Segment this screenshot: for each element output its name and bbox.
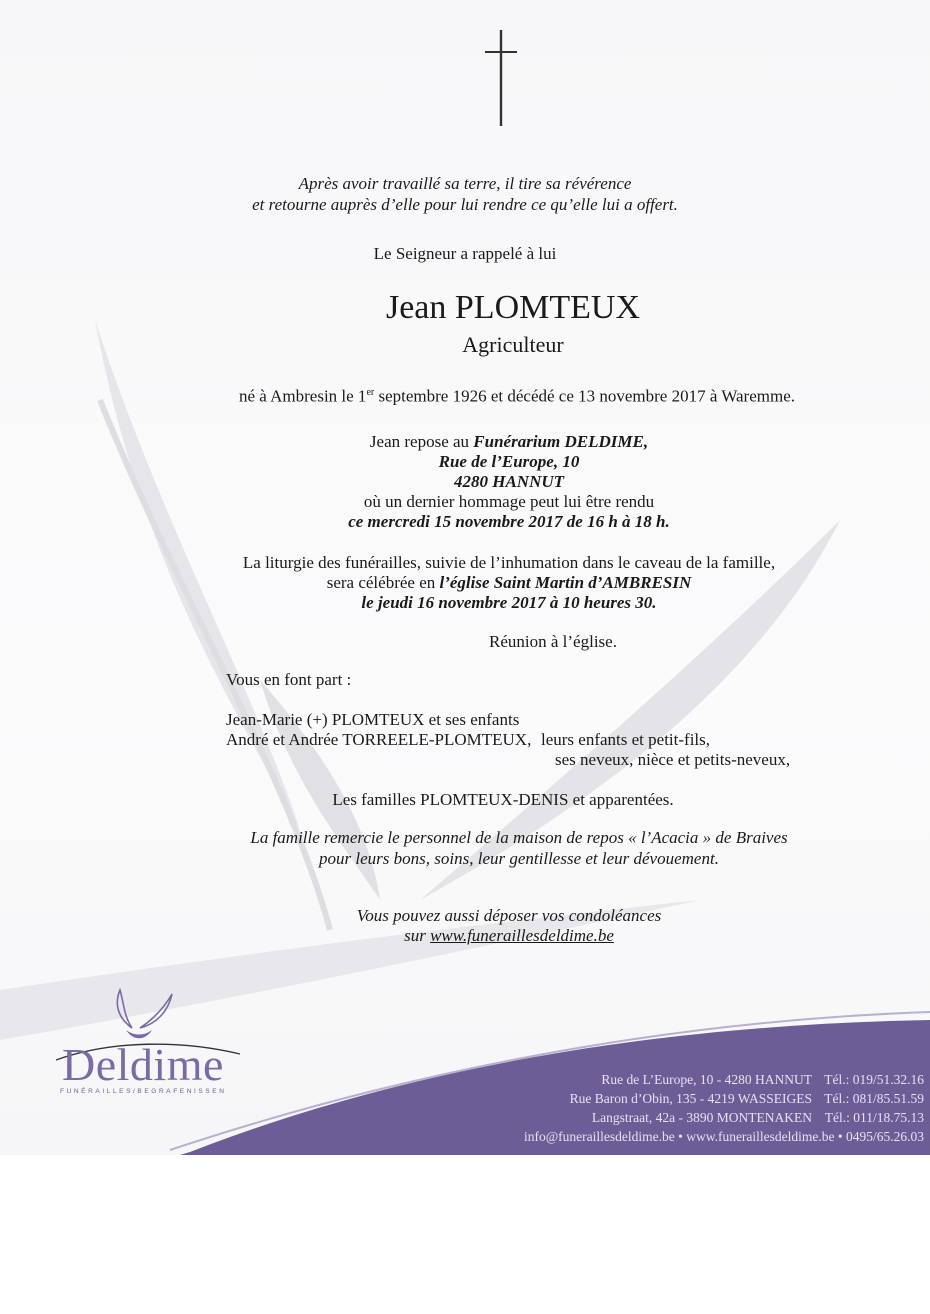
liturgy-prefix: sera célébrée en [326, 573, 440, 592]
family-line-4: Les familles PLOMTEUX-DENIS et apparentées. [332, 790, 674, 809]
footer-phone: Tél.: 011/18.75.13 [824, 1110, 924, 1125]
condolences-line-2 [44, 926, 930, 946]
liturgy-church: l’église Saint Martin d’AMBRESIN [439, 573, 692, 592]
footer-row-montenaken [404, 1108, 924, 1127]
birth-suffix: septembre 1926 et décédé ce 13 novembre 2017 à Waremme. [374, 386, 796, 406]
condolences-prefix: sur [404, 926, 431, 945]
footer-web-links[interactable]: info@funeraillesdeldime.be • www.funeraillesdeldime.be • 0495/65.26.03 [523, 1129, 924, 1144]
repose-street: Rue de l’Europe, 10 [438, 452, 580, 471]
repose-city: 4280 HANNUT [453, 472, 565, 491]
cross-icon [482, 28, 520, 128]
family-line-3: ses neveux, nièce et petits-neveux, [555, 750, 791, 769]
reunion-text: Réunion à l’église. [489, 632, 617, 651]
quote-line-2: et retourne auprès d’elle pour lui rendre ce qu’elle lui a offert. [252, 195, 678, 214]
footer-web-row [404, 1127, 924, 1146]
footer-phone: Tél.: 019/51.32.16 [824, 1072, 924, 1087]
logo-subtitle: FUNÉRAILLES/BEGRAFENISSEN [60, 1088, 227, 1095]
thanks-line-1: La famille remercie le personnel de la maison de repos « l’Acacia » de Braives [250, 828, 788, 847]
birth-prefix: né à Ambresin le 1 [238, 386, 367, 406]
family-line-2a: André et Andrée TORREELE-PLOMTEUX, [226, 730, 532, 749]
footer-row-hannut [404, 1070, 924, 1089]
quote-line-1: Après avoir travaillé sa terre, il tire sa révérence [298, 174, 632, 193]
deceased-name: Jean PLOMTEUX [385, 289, 641, 326]
intro-text: Le Seigneur a rappelé à lui [373, 244, 557, 263]
footer-phone: Tél.: 081/85.51.59 [824, 1091, 924, 1106]
footer-address: Rue Baron d’Obin, 135 - 4219 WASSEIGES [569, 1091, 812, 1106]
birth-death-line [52, 383, 930, 407]
footer-address: Langstraat, 42a - 3890 MONTENAKEN [591, 1110, 812, 1125]
family-line-2b: leurs enfants et petit-fils, [541, 730, 711, 749]
thanks-line-2: pour leurs bons, soins, leur gentillesse et leur dévouement. [319, 849, 719, 868]
announce-text: Vous en font part : [226, 670, 352, 689]
condolences-url-link[interactable]: www.funeraillesdeldime.be [430, 926, 614, 945]
footer-contact [404, 1070, 924, 1146]
footer-row-wasseiges [404, 1089, 924, 1108]
birth-superscript: er [366, 387, 375, 398]
logo-wordmark: Deldime [62, 1039, 224, 1090]
liturgy-when: le jeudi 16 novembre 2017 à 10 heures 30. [361, 593, 657, 612]
repose-when: ce mercredi 15 novembre 2017 de 16 h à 18 h. [348, 512, 670, 531]
footer-address: Rue de L’Europe, 10 - 4280 HANNUT [601, 1072, 812, 1087]
liturgy-line-1: La liturgie des funérailles, suivie de l’inhumation dans le caveau de la famille, [242, 553, 776, 572]
liturgy-line-2 [44, 573, 930, 593]
condolences-line-1: Vous pouvez aussi déposer vos condoléances [356, 906, 662, 925]
repose-homage: où un dernier hommage peut lui être rendu [363, 492, 655, 511]
repose-line [44, 432, 930, 452]
family-line-1: Jean-Marie (+) PLOMTEUX et ses enfants [226, 710, 520, 729]
deceased-profession: Agriculteur [462, 332, 564, 357]
repose-place: Funérarium DELDIME, [473, 432, 649, 451]
repose-prefix: Jean repose au [369, 432, 474, 451]
